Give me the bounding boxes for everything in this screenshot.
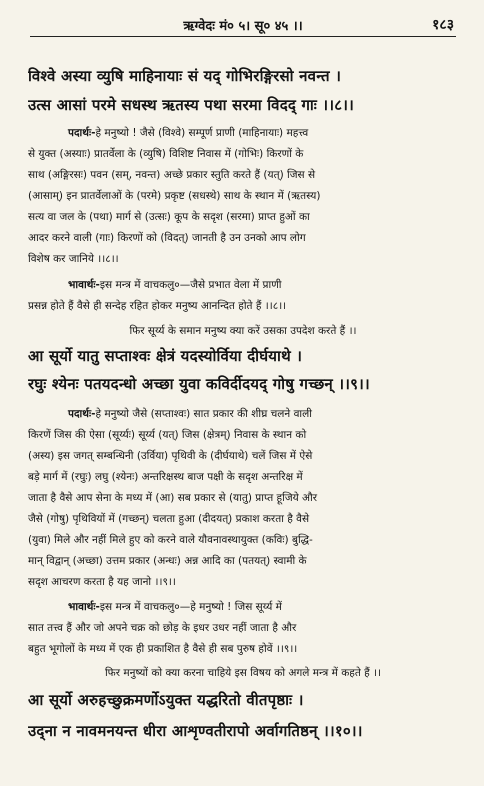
bhavartha-9-line-1: सात तत्त्व हैं और जो अपने चक्र को छोड़ के इधर उधर नहीं जाता है और <box>28 622 297 634</box>
padartha-8-line-1: से युक्त (अस्याः) प्रातर्वेला के (व्युषि) विशिष्ट निवास में (गोभिः) किरणों के <box>28 148 304 160</box>
padartha-8-line-0: पदार्थः-हे मनुष्यो ! जैसे (विश्वे) सम्पूर्ण प्राणी (माहिनायाः) महत्त्व <box>68 127 309 139</box>
padartha-9-line-4: जाता है वैसे आप सेना के मध्य में (आ) सब प्रकार से (यातु) प्राप्त हूजिये और <box>28 492 318 504</box>
intro-9: फिर सूर्य्य के समान मनुष्य क्या करें उसका उपदेश करते हैं ।। <box>129 325 357 337</box>
bhavartha-9-label: भावार्थः- <box>68 601 100 613</box>
mantra-8-line-2: उत्स आसां परमे सधस्थ ऋतस्य पथा सरमा विदद् गाः ।।८।। <box>28 96 354 114</box>
padartha-8-label: पदार्थः- <box>68 127 96 139</box>
padartha-9-line-2: (अस्य) इस जगत् सम्बन्धिनी (उर्विया) पृथिवी के (दीर्घयाथे) चलें जिस में ऐसे <box>28 450 313 462</box>
padartha-9-line-6: (युवा) मिले और नहीं मिले हुए को करने वाले यौवनावस्थायुक्त (कविः) बुद्धि- <box>28 534 313 546</box>
padartha-8-line-2: साथ (अङ्गिरसः) पवन (सम्, नवन्त) अच्छे प्रकार स्तुति करते हैं (यत्) जिस से <box>28 169 316 181</box>
intro-10: फिर मनुष्यों को क्या करना चाहिये इस विषय को अगले मन्त्र में कहते हैं ।। <box>104 667 382 679</box>
mantra-10-line-2: उद्ना न नावमनयन्त धीरा आशृण्वतीरापो अर्वागतिष्ठन् ।।१०।। <box>28 722 363 740</box>
mantra-8-line-1: विश्वे अस्या व्युषि माहिनायाः सं यद् गोभिरङ्गिरसो नवन्त । <box>28 67 342 85</box>
padartha-9-line-1: किरणें जिस की ऐसा (सूर्य्यः) सूर्य्य (यत्) जिस (क्षेत्रम्) निवास के स्थान को <box>28 429 307 441</box>
padartha-8-line-6: विशेष कर जानिये ।।८।। <box>28 253 119 265</box>
page-number: १८३ <box>432 17 454 33</box>
padartha-9-label: पदार्थः- <box>68 408 96 420</box>
bhavartha-8-label: भावार्थः- <box>68 279 100 291</box>
padartha-8-line-3: (आसाम्) इन प्रातर्वेलाओं के (परमे) प्रकृष्ट (सधस्थे) साथ के स्थान में (ऋतस्य) <box>28 190 321 202</box>
mantra-10-line-1: आ सूर्यो अरुहच्छुक्रमर्णोऽयुक्त यद्धरितो वीतपृष्ठाः । <box>28 691 304 709</box>
padartha-9-line-3: बड़े मार्ग में (रघुः) लघु (श्येनः) अन्तरिक्षस्थ बाज पक्षी के सदृश अन्तरिक्ष में <box>28 471 303 483</box>
padartha-9-line-8: सदृश आचरण करता है यह जानो ।।९।। <box>28 576 176 588</box>
bhavartha-8-line-1: प्रसन्न होते हैं वैसे ही सन्देह रहित होकर मनुष्य आनन्दित होते हैं ।।८।। <box>28 300 287 312</box>
padartha-8-line-5: आदर करने वाली (गाः) किरणों को (विदत्) जानती है उन उनको आप लोग <box>28 232 306 244</box>
padartha-8-line-4: सत्य वा जल के (पथा) मार्ग से (उत्सः) कूप के सदृश (सरमा) प्राप्त हुओं का <box>28 211 310 223</box>
mantra-9-line-2: रघुः श्येनः पतयदन्धो अच्छा युवा कविर्दीदयद् गोषु गच्छन् ।।९।। <box>28 375 370 393</box>
bhavartha-9-line-2: बहुत भूगोलों के मध्य में एक ही प्रकाशित है वैसे ही सब पुरुष होवें ।।९।। <box>28 643 298 655</box>
bhavartha-9-line-0: भावार्थः-इस मन्त्र में वाचकलु०—हे मनुष्यो ! जिस सूर्य्य में <box>68 601 282 613</box>
padartha-9-line-7: मान् विद्वान् (अच्छा) उत्तम प्रकार (अन्धः) अन्न आदि का (पतयत्) स्वामी के <box>28 555 307 567</box>
running-header <box>30 14 456 37</box>
padartha-9-line-0: पदार्थः-हे मनुष्यो जैसे (सप्ताश्वः) सात प्रकार की शीघ्र चलने वाली <box>68 408 312 420</box>
padartha-9-line-5: जैसे (गोषु) पृथिवियों में (गच्छन्) चलता हुआ (दीदयत्) प्रकाश करता है वैसे <box>28 513 310 525</box>
header-title: ऋग्वेदः मं० ५। सू० ४५ ।। <box>183 19 303 34</box>
mantra-9-line-1: आ सूर्यो यातु सप्ताश्वः क्षेत्रं यदस्योर्विया दीर्घयाथे । <box>28 347 303 365</box>
bhavartha-8-line-0: भावार्थः-इस मन्त्र में वाचकलु०—जैसे प्रभात वेला में प्राणी <box>68 279 282 291</box>
